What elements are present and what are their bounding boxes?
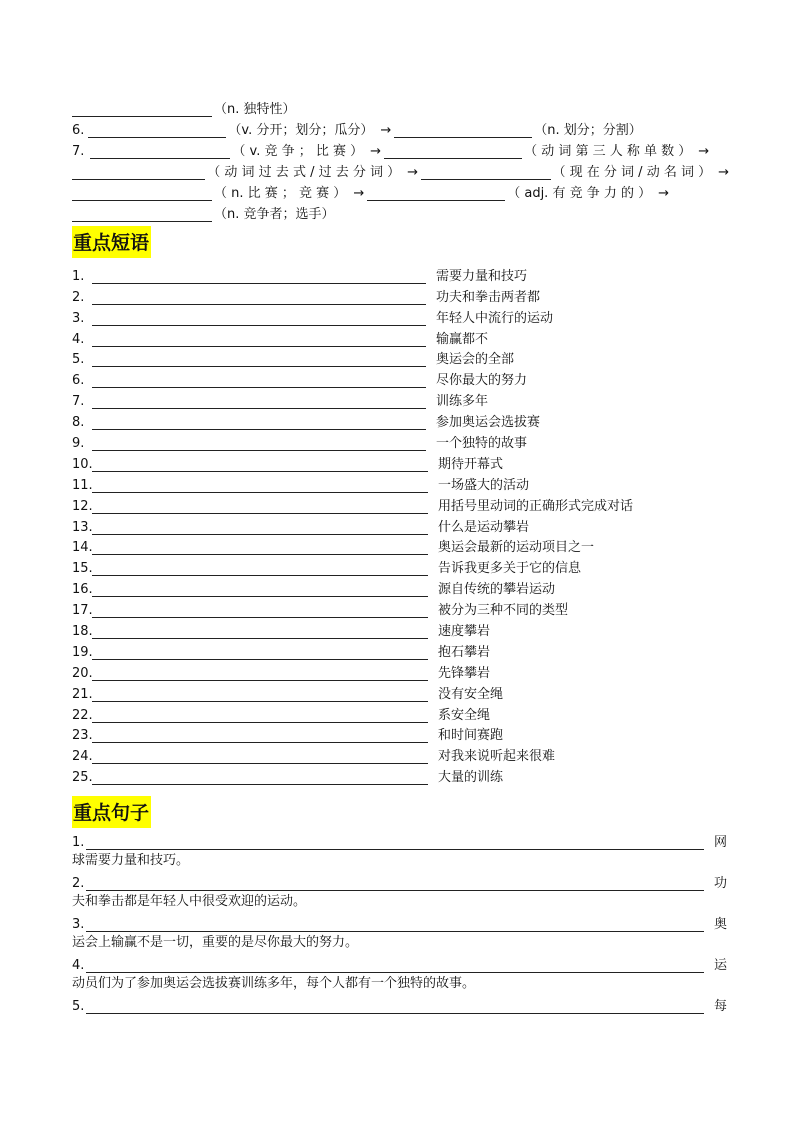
phrase-chinese: 一个独特的故事 [436, 436, 528, 452]
sentences-list [72, 830, 728, 1035]
phrase-row [72, 284, 732, 305]
arrow-icon: → [698, 144, 710, 159]
phrase-number: 16. [72, 582, 93, 598]
phrase-chinese: 系安全绳 [438, 707, 491, 723]
answer-blank[interactable] [72, 101, 212, 117]
vocab-hint: （n. 划分；分割） [534, 123, 642, 138]
answer-blank[interactable] [72, 206, 212, 222]
answer-blank[interactable] [86, 834, 704, 850]
vocab-hint: （ 动 词 第 三 人 称 单 数 ） [524, 144, 692, 159]
answer-blank[interactable] [72, 164, 205, 180]
answer-blank[interactable] [86, 875, 704, 891]
sentence-tail: 运 [714, 958, 728, 973]
phrase-row [72, 639, 732, 660]
vocab-hint: （ v. 竞 争 ； 比 赛 ） [232, 144, 364, 159]
answer-blank[interactable] [92, 727, 428, 743]
phrase-chinese: 尽你最大的努力 [436, 373, 528, 389]
phrase-number: 18. [72, 624, 93, 640]
phrase-chinese: 被分为三种不同的类型 [438, 603, 569, 619]
phrase-number: 9. [72, 436, 85, 452]
answer-blank[interactable] [92, 310, 426, 326]
vocab-line-7 [72, 138, 732, 159]
phrase-row [72, 681, 732, 702]
phrase-number: 17. [72, 603, 93, 619]
vocab-hint: （ 现 在 分 词 / 动 名 词 ） [552, 165, 712, 180]
vocab-line-10 [72, 201, 732, 222]
answer-blank[interactable] [92, 686, 428, 702]
phrase-chinese: 输赢都不 [436, 331, 489, 347]
sentence-translation: 夫和拳击都是年轻人中很受欢迎的运动。 [72, 894, 307, 909]
phrase-number: 7. [72, 394, 85, 410]
phrase-row [72, 305, 732, 326]
phrase-row [72, 326, 732, 347]
phrase-chinese: 对我来说听起来很难 [438, 749, 556, 765]
answer-blank[interactable] [92, 665, 428, 681]
answer-blank[interactable] [92, 519, 428, 535]
answer-blank[interactable] [90, 143, 230, 159]
phrase-chinese: 参加奥运会选拔赛 [436, 415, 541, 431]
answer-blank[interactable] [92, 498, 428, 514]
phrase-chinese: 用括号里动词的正确形式完成对话 [438, 498, 634, 514]
phrase-number: 11. [72, 477, 93, 493]
vocab-line-0 [72, 96, 732, 117]
phrase-number: 23. [72, 728, 93, 744]
vocab-number: 7. [72, 144, 85, 159]
phrase-row [72, 743, 732, 764]
answer-blank[interactable] [384, 143, 522, 159]
phrase-number: 8. [72, 415, 85, 431]
answer-blank[interactable] [92, 351, 426, 367]
phrase-row [72, 409, 732, 430]
answer-blank[interactable] [86, 998, 704, 1014]
vocab-hint: （ n. 比 赛 ； 竞 赛 ） [214, 186, 347, 201]
phrase-chinese: 先锋攀岩 [438, 665, 491, 681]
phrase-number: 1. [72, 268, 85, 284]
phrase-chinese: 年轻人中流行的运动 [436, 310, 554, 326]
sentence-tail: 功 [714, 876, 728, 891]
answer-blank[interactable] [92, 331, 426, 347]
phrase-number: 6. [72, 373, 85, 389]
phrase-number: 24. [72, 749, 93, 765]
answer-blank[interactable] [86, 916, 704, 932]
vocab-line-9 [72, 180, 732, 201]
phrase-row [72, 451, 732, 472]
vocab-section [72, 96, 732, 222]
arrow-icon: → [407, 165, 419, 180]
answer-blank[interactable] [367, 185, 505, 201]
vocab-line-8 [72, 159, 732, 180]
answer-blank[interactable] [92, 602, 428, 618]
phrase-chinese: 大量的训练 [438, 770, 504, 786]
answer-blank[interactable] [92, 372, 426, 388]
answer-blank[interactable] [92, 707, 428, 723]
phrase-chinese: 需要力量和技巧 [436, 268, 528, 284]
sentence-translation: 动员们为了参加奥运会选拔赛训练多年，每个人都有一个独特的故事。 [72, 976, 476, 991]
answer-blank[interactable] [92, 644, 428, 660]
phrase-chinese: 奥运会最新的运动项目之一 [438, 540, 595, 556]
answer-blank[interactable] [394, 122, 532, 138]
phrase-row [72, 388, 732, 409]
vocab-hint: （ adj. 有 竞 争 力 的 ） [507, 186, 652, 201]
arrow-icon: → [353, 186, 365, 201]
answer-blank[interactable] [92, 268, 426, 284]
phrase-chinese: 期待开幕式 [438, 456, 504, 472]
sentence-number: 2. [72, 876, 85, 891]
phrase-chinese: 告诉我更多关于它的信息 [438, 561, 582, 577]
answer-blank[interactable] [92, 748, 428, 764]
phrase-chinese: 训练多年 [436, 394, 489, 410]
sentence-row [72, 912, 728, 932]
sentence-translation: 球需要力量和技巧。 [72, 853, 190, 868]
phrase-row [72, 263, 732, 284]
phrase-number: 5. [72, 352, 85, 368]
phrase-chinese: 源自传统的攀岩运动 [438, 582, 556, 598]
answer-blank[interactable] [92, 560, 428, 576]
arrow-icon: → [370, 144, 382, 159]
phrase-number: 2. [72, 289, 85, 305]
phrase-chinese: 没有安全绳 [438, 686, 504, 702]
phrase-row [72, 472, 732, 493]
phrase-number: 3. [72, 310, 85, 326]
phrase-chinese: 和时间赛跑 [438, 728, 504, 744]
vocab-hint: （n. 独特性） [214, 102, 296, 117]
sentence-translation: 运会上输赢不是一切，重要的是尽你最大的努力。 [72, 935, 359, 950]
sentence-row [72, 871, 728, 891]
phrase-chinese: 速度攀岩 [438, 624, 491, 640]
phrase-row [72, 367, 732, 388]
phrase-row [72, 347, 732, 368]
phrase-row [72, 702, 732, 723]
sentence-number: 1. [72, 835, 85, 850]
arrow-icon: → [718, 165, 729, 180]
answer-blank[interactable] [92, 393, 426, 409]
answer-blank[interactable] [92, 456, 428, 472]
phrase-number: 22. [72, 707, 93, 723]
phrase-number: 25. [72, 770, 93, 786]
vocab-line-6 [72, 117, 732, 138]
phrase-row [72, 597, 732, 618]
sentence-number: 4. [72, 958, 85, 973]
vocab-hint: （v. 分开；划分；瓜分） [228, 123, 374, 138]
phrase-row [72, 618, 732, 639]
answer-blank[interactable] [72, 185, 212, 201]
answer-blank[interactable] [86, 957, 704, 973]
phrase-row [72, 660, 732, 681]
phrase-row [72, 576, 732, 597]
phrase-number: 13. [72, 519, 93, 535]
sentence-tail: 每 [714, 999, 728, 1014]
sentence-number: 5. [72, 999, 85, 1014]
phrase-number: 20. [72, 665, 93, 681]
answer-blank[interactable] [421, 164, 550, 180]
answer-blank[interactable] [92, 769, 428, 785]
answer-blank[interactable] [92, 289, 426, 305]
phrase-row [72, 555, 732, 576]
phrase-number: 12. [72, 498, 93, 514]
phrase-number: 10. [72, 456, 93, 472]
phrase-number: 14. [72, 540, 93, 556]
vocab-hint: （n. 竞争者；选手） [214, 207, 335, 222]
sentence-number: 3. [72, 917, 85, 932]
phrase-row [72, 535, 732, 556]
answer-blank[interactable] [92, 623, 428, 639]
arrow-icon: → [380, 123, 392, 138]
sentence-row [72, 830, 728, 850]
vocab-number: 6. [72, 123, 85, 138]
phrase-number: 4. [72, 331, 85, 347]
section-heading-sentences: 重点句子 [72, 796, 151, 828]
section-heading-phrases: 重点短语 [72, 226, 151, 258]
phrase-row [72, 764, 732, 785]
phrase-row [72, 514, 732, 535]
answer-blank[interactable] [92, 581, 428, 597]
phrase-number: 19. [72, 644, 93, 660]
answer-blank[interactable] [92, 477, 428, 493]
phrases-list [72, 263, 732, 785]
phrase-row [72, 493, 732, 514]
phrase-chinese: 奥运会的全部 [436, 352, 515, 368]
phrase-number: 21. [72, 686, 93, 702]
phrase-number: 15. [72, 561, 93, 577]
phrase-row [72, 430, 732, 451]
phrase-chinese: 一场盛大的活动 [438, 477, 530, 493]
sentence-translation [72, 1014, 728, 1036]
sentence-row [72, 953, 728, 973]
phrase-chinese: 功夫和拳击两者都 [436, 289, 541, 305]
phrase-row [72, 723, 732, 744]
vocab-hint: （ 动 词 过 去 式 / 过 去 分 词 ） [207, 165, 401, 180]
phrase-chinese: 抱石攀岩 [438, 644, 491, 660]
phrase-chinese: 什么是运动攀岩 [438, 519, 530, 535]
answer-blank[interactable] [92, 435, 426, 451]
sentence-row [72, 994, 728, 1014]
answer-blank[interactable] [92, 414, 426, 430]
answer-blank[interactable] [88, 122, 226, 138]
arrow-icon: → [658, 186, 670, 201]
sentence-tail: 奥 [714, 917, 728, 932]
answer-blank[interactable] [92, 539, 428, 555]
sentence-tail: 网 [714, 835, 728, 850]
